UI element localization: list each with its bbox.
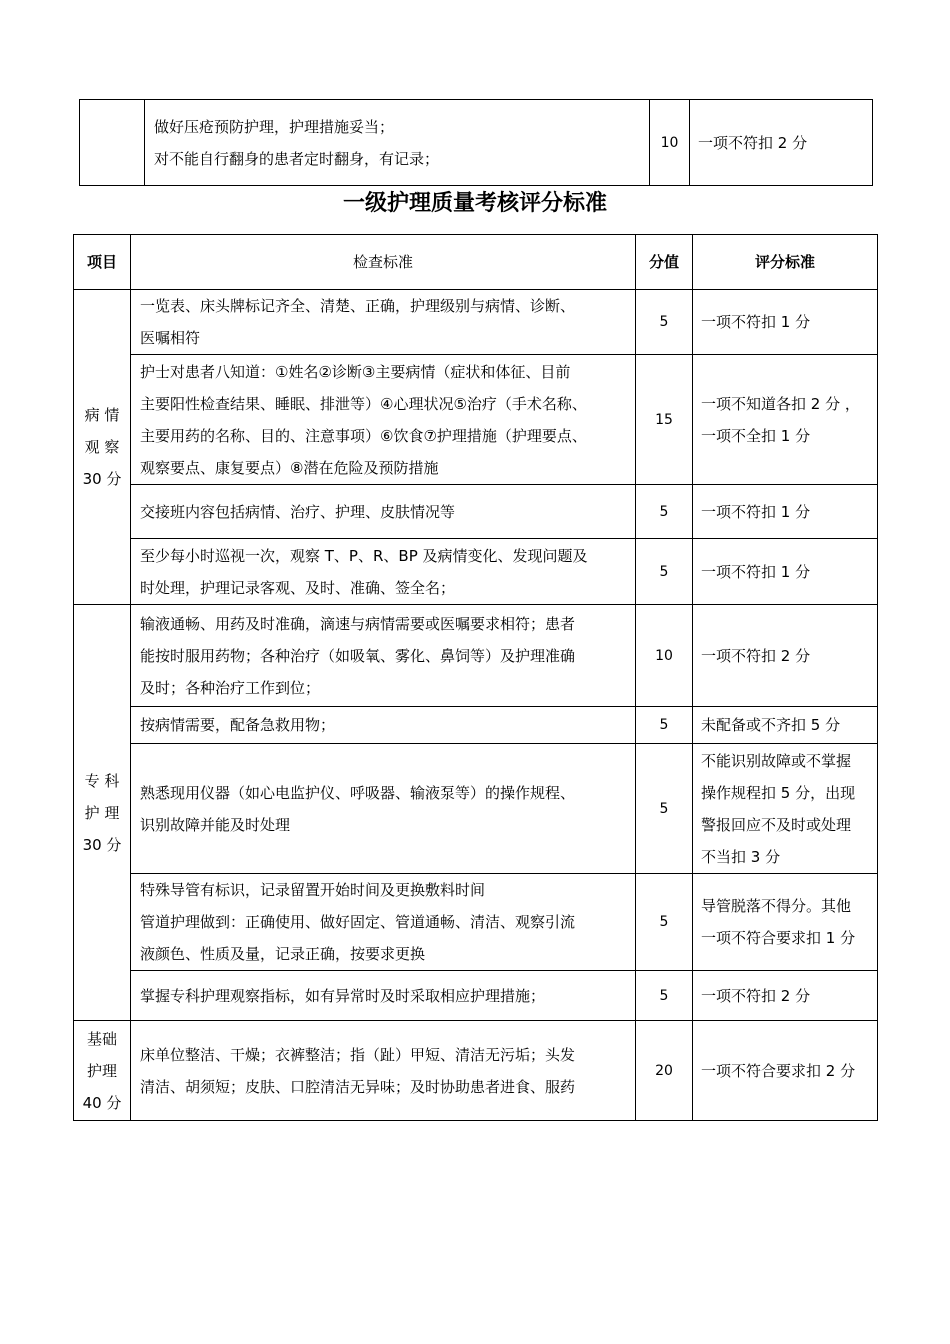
category-illness-observation: 病 情 观 察 30 分 (74, 290, 131, 605)
scoring-cell: 一项不知道各扣 2 分 ， 一项不全扣 1 分 (693, 355, 878, 485)
table-row (74, 485, 878, 539)
category-basic-care: 基础 护理 40 分 (74, 1021, 131, 1121)
standard-cell: 护士对患者八知道：①姓名②诊断③主要病情（症状和体征、目前 主要阳性检查结果、睡眠、排泄等）④心理状况⑤治疗（手术名称、 主要用药的名称、目的、注意事项）⑥饮食⑦护理措施（护理要点、 观察要点、康复要点）⑧潜在危险及预防措施 (131, 355, 636, 485)
scoring-cell: 一项不符扣 1 分 (693, 485, 878, 539)
scoring-cell: 一项不符扣 1 分 (693, 539, 878, 605)
continuation-table (79, 99, 873, 186)
standard-cell: 按病情需要，配备急救用物； (131, 707, 636, 744)
scoring-table (73, 234, 878, 1121)
table-row (74, 874, 878, 971)
standard-cell: 掌握专科护理观察指标，如有异常时及时采取相应护理措施； (131, 971, 636, 1021)
standard-line: 做好压疮预防护理，护理措施妥当； (154, 117, 395, 136)
points-cell: 5 (636, 539, 693, 605)
scoring-cell: 未配备或不齐扣 5 分 (693, 707, 878, 744)
standard-cell: 熟悉现用仪器（如心电监护仪、呼吸器、输液泵等）的操作规程、 识别故障并能及时处理 (131, 744, 636, 874)
header-item: 项目 (74, 235, 131, 290)
points-cell: 5 (636, 290, 693, 355)
scoring-cell: 导管脱落不得分。其他 一项不符合要求扣 1 分 (693, 874, 878, 971)
scoring-cell: 一项不符扣 2 分 (693, 605, 878, 707)
points-cell: 20 (636, 1021, 693, 1121)
table-row (74, 605, 878, 707)
scoring-cell: 一项不符扣 1 分 (693, 290, 878, 355)
points-cell: 5 (636, 485, 693, 539)
table-header-row (74, 235, 878, 290)
scoring-cell (690, 100, 873, 186)
table-row (74, 971, 878, 1021)
standard-cell: 特殊导管有标识，记录留置开始时间及更换敷料时间 管道护理做到：正确使用、做好固定、管道通畅、清洁、观察引流 液颜色、性质及量，记录正确，按要求更换 (131, 874, 636, 971)
table-row (74, 1021, 878, 1121)
item-cell (80, 100, 145, 186)
page-title: 一级护理质量考核评分标准 (342, 191, 607, 216)
table-row (74, 539, 878, 605)
points-cell: 5 (636, 874, 693, 971)
table-row (80, 100, 873, 186)
standard-cell: 输液通畅、用药及时准确，滴速与病情需要或医嘱要求相符；患者 能按时服用药物；各种治疗（如吸氧、雾化、鼻饲等）及护理准确 及时；各种治疗工作到位； (131, 605, 636, 707)
scoring-cell: 不能识别故障或不掌握 操作规程扣 5 分，出现 警报回应不及时或处理 不当扣 3 分 (693, 744, 878, 874)
points-cell: 5 (636, 744, 693, 874)
header-points: 分值 (636, 235, 693, 290)
standard-cell: 一览表、床头牌标记齐全、清楚、正确，护理级别与病情、诊断、 医嘱相符 (131, 290, 636, 355)
category-specialty-care: 专 科 护 理 30 分 (74, 605, 131, 1021)
scoring-cell: 一项不符扣 2 分 (693, 971, 878, 1021)
table-row (74, 744, 878, 874)
points-cell: 10 (650, 100, 690, 186)
header-standard: 检查标准 (131, 235, 636, 290)
header-scoring: 评分标准 (693, 235, 878, 290)
standard-cell: 床单位整洁、干燥；衣裤整洁；指（趾）甲短、清洁无污垢；头发 清洁、胡须短；皮肤、口腔清洁无异味；及时协助患者进食、服药 (131, 1021, 636, 1121)
table-row (74, 355, 878, 485)
table-row (74, 290, 878, 355)
points-cell: 15 (636, 355, 693, 485)
standard-line: 对不能自行翻身的患者定时翻身，有记录； (154, 149, 440, 168)
standard-cell: 交接班内容包括病情、治疗、护理、皮肤情况等 (131, 485, 636, 539)
points-cell: 10 (636, 605, 693, 707)
scoring-cell: 一项不符合要求扣 2 分 (693, 1021, 878, 1121)
standard-cell (145, 100, 650, 186)
points-cell: 5 (636, 971, 693, 1021)
scoring-line: 一项不符扣 2 分 (698, 133, 808, 152)
points-cell: 5 (636, 707, 693, 744)
standard-cell: 至少每小时巡视一次，观察 T、P、R、BP 及病情变化、发现问题及 时处理，护理记录客观、及时、准确、签全名； (131, 539, 636, 605)
table-row (74, 707, 878, 744)
